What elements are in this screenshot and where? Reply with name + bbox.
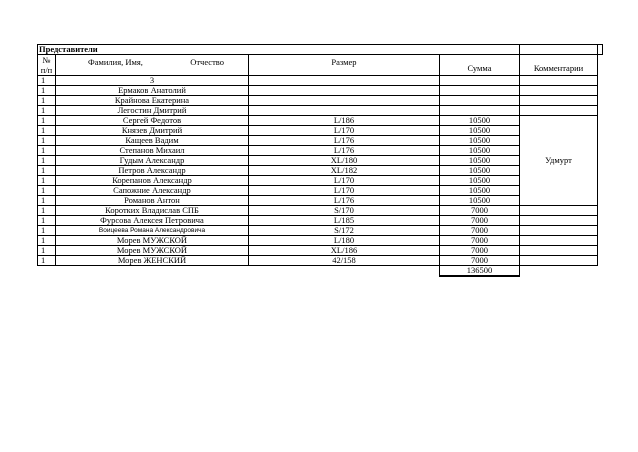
- row-size-cell[interactable]: [249, 86, 440, 96]
- table-row: [38, 166, 603, 176]
- table-row: [38, 256, 603, 266]
- table-row: [38, 236, 603, 246]
- row-name-cell[interactable]: Сапожние Александр: [56, 186, 249, 196]
- row-name-cell[interactable]: Коротких Владислав СПБ: [56, 206, 249, 216]
- row-size-cell[interactable]: [249, 96, 440, 106]
- row-number-cell[interactable]: 1: [38, 136, 56, 146]
- row-number-cell[interactable]: 1: [38, 176, 56, 186]
- row-name-cell[interactable]: Ермаков Анатолий: [56, 86, 249, 96]
- row-comment-cell[interactable]: [520, 206, 598, 216]
- row-size-cell[interactable]: L/170: [249, 186, 440, 196]
- title-row: [38, 45, 603, 55]
- row-name-cell[interactable]: Фурсова Алексея Петровича: [56, 216, 249, 226]
- row-sum-cell[interactable]: 10500: [440, 186, 520, 196]
- row-number-cell[interactable]: 1: [38, 216, 56, 226]
- row-size-cell[interactable]: [249, 106, 440, 116]
- subheader-empty-cell[interactable]: [440, 76, 520, 86]
- title-row-empty-cell[interactable]: [520, 45, 598, 55]
- subheader-num[interactable]: 1: [38, 76, 56, 86]
- row-comment-cell[interactable]: [520, 96, 598, 106]
- header-name-cell[interactable]: [56, 55, 249, 76]
- row-name-cell[interactable]: Крайнова Екатерина: [56, 96, 249, 106]
- row-name-cell[interactable]: Корепанов Александр: [56, 176, 249, 186]
- row-size-cell[interactable]: L/170: [249, 176, 440, 186]
- total-row-blank: [520, 266, 598, 277]
- table-row: [38, 96, 603, 106]
- row-size-cell[interactable]: 42/158: [249, 256, 440, 266]
- row-name-cell[interactable]: Гудым Александр: [56, 156, 249, 166]
- row-sum-cell[interactable]: 10500: [440, 116, 520, 126]
- row-number-cell[interactable]: 1: [38, 96, 56, 106]
- row-name-cell[interactable]: Сергей Федотов: [56, 116, 249, 126]
- row-sum-cell[interactable]: [440, 106, 520, 116]
- row-size-cell[interactable]: XL/182: [249, 166, 440, 176]
- row-size-cell[interactable]: L/185: [249, 216, 440, 226]
- header-patronymic: Отчество: [190, 57, 224, 67]
- header-comment[interactable]: Комментарии: [520, 55, 598, 76]
- row-comment-cell[interactable]: [520, 106, 598, 116]
- row-size-cell[interactable]: L/186: [249, 116, 440, 126]
- row-name-cell[interactable]: Степанов Михаил: [56, 146, 249, 156]
- row-number-cell[interactable]: 1: [38, 146, 56, 156]
- row-sum-cell[interactable]: 7000: [440, 226, 520, 236]
- row-name-cell[interactable]: Кащеев Вадим: [56, 136, 249, 146]
- row-number-cell[interactable]: 1: [38, 126, 56, 136]
- row-sum-cell[interactable]: 7000: [440, 206, 520, 216]
- row-number-cell[interactable]: 1: [38, 186, 56, 196]
- row-comment-cell[interactable]: [520, 236, 598, 246]
- row-number-cell[interactable]: 1: [38, 166, 56, 176]
- table-row: [38, 116, 603, 126]
- representatives-table: [37, 44, 603, 277]
- row-number-cell[interactable]: 1: [38, 106, 56, 116]
- row-name-cell[interactable]: Легостин Дмитрий: [56, 106, 249, 116]
- table-row: [38, 126, 603, 136]
- row-number-cell[interactable]: 1: [38, 246, 56, 256]
- row-number-cell[interactable]: 1: [38, 236, 56, 246]
- row-name-cell[interactable]: Морев МУЖСКОЙ: [56, 246, 249, 256]
- total-row: [38, 266, 603, 277]
- row-name-cell[interactable]: Морев МУЖСКОЙ: [56, 236, 249, 246]
- table-row: [38, 196, 603, 206]
- row-comment-cell[interactable]: [520, 86, 598, 96]
- sheet-title[interactable]: Представители: [38, 45, 520, 55]
- row-sum-cell[interactable]: 10500: [440, 196, 520, 206]
- row-sum-cell[interactable]: 7000: [440, 246, 520, 256]
- row-size-cell[interactable]: L/170: [249, 126, 440, 136]
- table-row: [38, 226, 603, 236]
- row-sum-cell[interactable]: 10500: [440, 176, 520, 186]
- row-size-cell[interactable]: XL/186: [249, 246, 440, 256]
- row-number-cell[interactable]: 1: [38, 86, 56, 96]
- row-comment-cell[interactable]: [520, 226, 598, 236]
- table-row: [38, 206, 603, 216]
- total-row-blank: [56, 266, 249, 277]
- header-sum[interactable]: Сумма: [440, 55, 520, 76]
- row-sum-cell[interactable]: 10500: [440, 156, 520, 166]
- row-sum-cell[interactable]: 7000: [440, 256, 520, 266]
- total-sum-cell[interactable]: 136500: [440, 266, 520, 277]
- row-size-cell[interactable]: L/176: [249, 136, 440, 146]
- row-sum-cell[interactable]: 10500: [440, 126, 520, 136]
- row-sum-cell[interactable]: 10500: [440, 136, 520, 146]
- row-sum-cell[interactable]: [440, 86, 520, 96]
- table-row: [38, 156, 603, 166]
- row-size-cell[interactable]: L/180: [249, 236, 440, 246]
- row-size-cell[interactable]: S/170: [249, 206, 440, 216]
- row-number-cell[interactable]: 1: [38, 116, 56, 126]
- row-number-cell[interactable]: 1: [38, 156, 56, 166]
- row-comment-cell[interactable]: [520, 246, 598, 256]
- subheader-empty-cell[interactable]: [520, 76, 598, 86]
- row-number-cell[interactable]: 1: [38, 196, 56, 206]
- subheader-empty-cell[interactable]: [249, 76, 440, 86]
- total-row-blank: [249, 266, 440, 277]
- row-name-cell[interactable]: Морев ЖЕНСКИЙ: [56, 256, 249, 266]
- row-name-cell[interactable]: Воицеева Романа Александровича: [56, 226, 249, 236]
- row-number-cell[interactable]: 1: [38, 226, 56, 236]
- row-size-cell[interactable]: S/172: [249, 226, 440, 236]
- header-name: Фамилия, Имя,: [88, 57, 143, 67]
- table-row: [38, 146, 603, 156]
- row-sum-cell[interactable]: 10500: [440, 146, 520, 156]
- table-row: [38, 246, 603, 256]
- table-row: [38, 136, 603, 146]
- row-name-cell[interactable]: Петров Александр: [56, 166, 249, 176]
- row-comment-cell[interactable]: [520, 216, 598, 226]
- row-sum-cell[interactable]: [440, 96, 520, 106]
- header-size[interactable]: Размер: [249, 55, 440, 76]
- header-num[interactable]: № п/п: [38, 55, 56, 76]
- subheader-name[interactable]: 3: [56, 76, 249, 86]
- row-size-cell[interactable]: L/176: [249, 146, 440, 156]
- title-row-empty-cell[interactable]: [598, 45, 603, 55]
- row-name-cell[interactable]: Князев Дмитрий: [56, 126, 249, 136]
- row-number-cell[interactable]: 1: [38, 256, 56, 266]
- row-size-cell[interactable]: L/176: [249, 196, 440, 206]
- row-sum-cell[interactable]: 7000: [440, 236, 520, 246]
- table-row: [38, 216, 603, 226]
- subheader-row: [38, 76, 603, 86]
- row-number-cell[interactable]: 1: [38, 206, 56, 216]
- table-row: [38, 86, 603, 96]
- row-size-cell[interactable]: XL/180: [249, 156, 440, 166]
- row-name-cell[interactable]: Романов Антон: [56, 196, 249, 206]
- table-row: [38, 176, 603, 186]
- row-sum-cell[interactable]: 7000: [440, 216, 520, 226]
- row-comment-cell[interactable]: [520, 256, 598, 266]
- comment-merged-cell[interactable]: Удмурт: [520, 116, 598, 206]
- table-row: [38, 186, 603, 196]
- row-sum-cell[interactable]: 10500: [440, 166, 520, 176]
- total-row-blank: [38, 266, 56, 277]
- table-row: [38, 106, 603, 116]
